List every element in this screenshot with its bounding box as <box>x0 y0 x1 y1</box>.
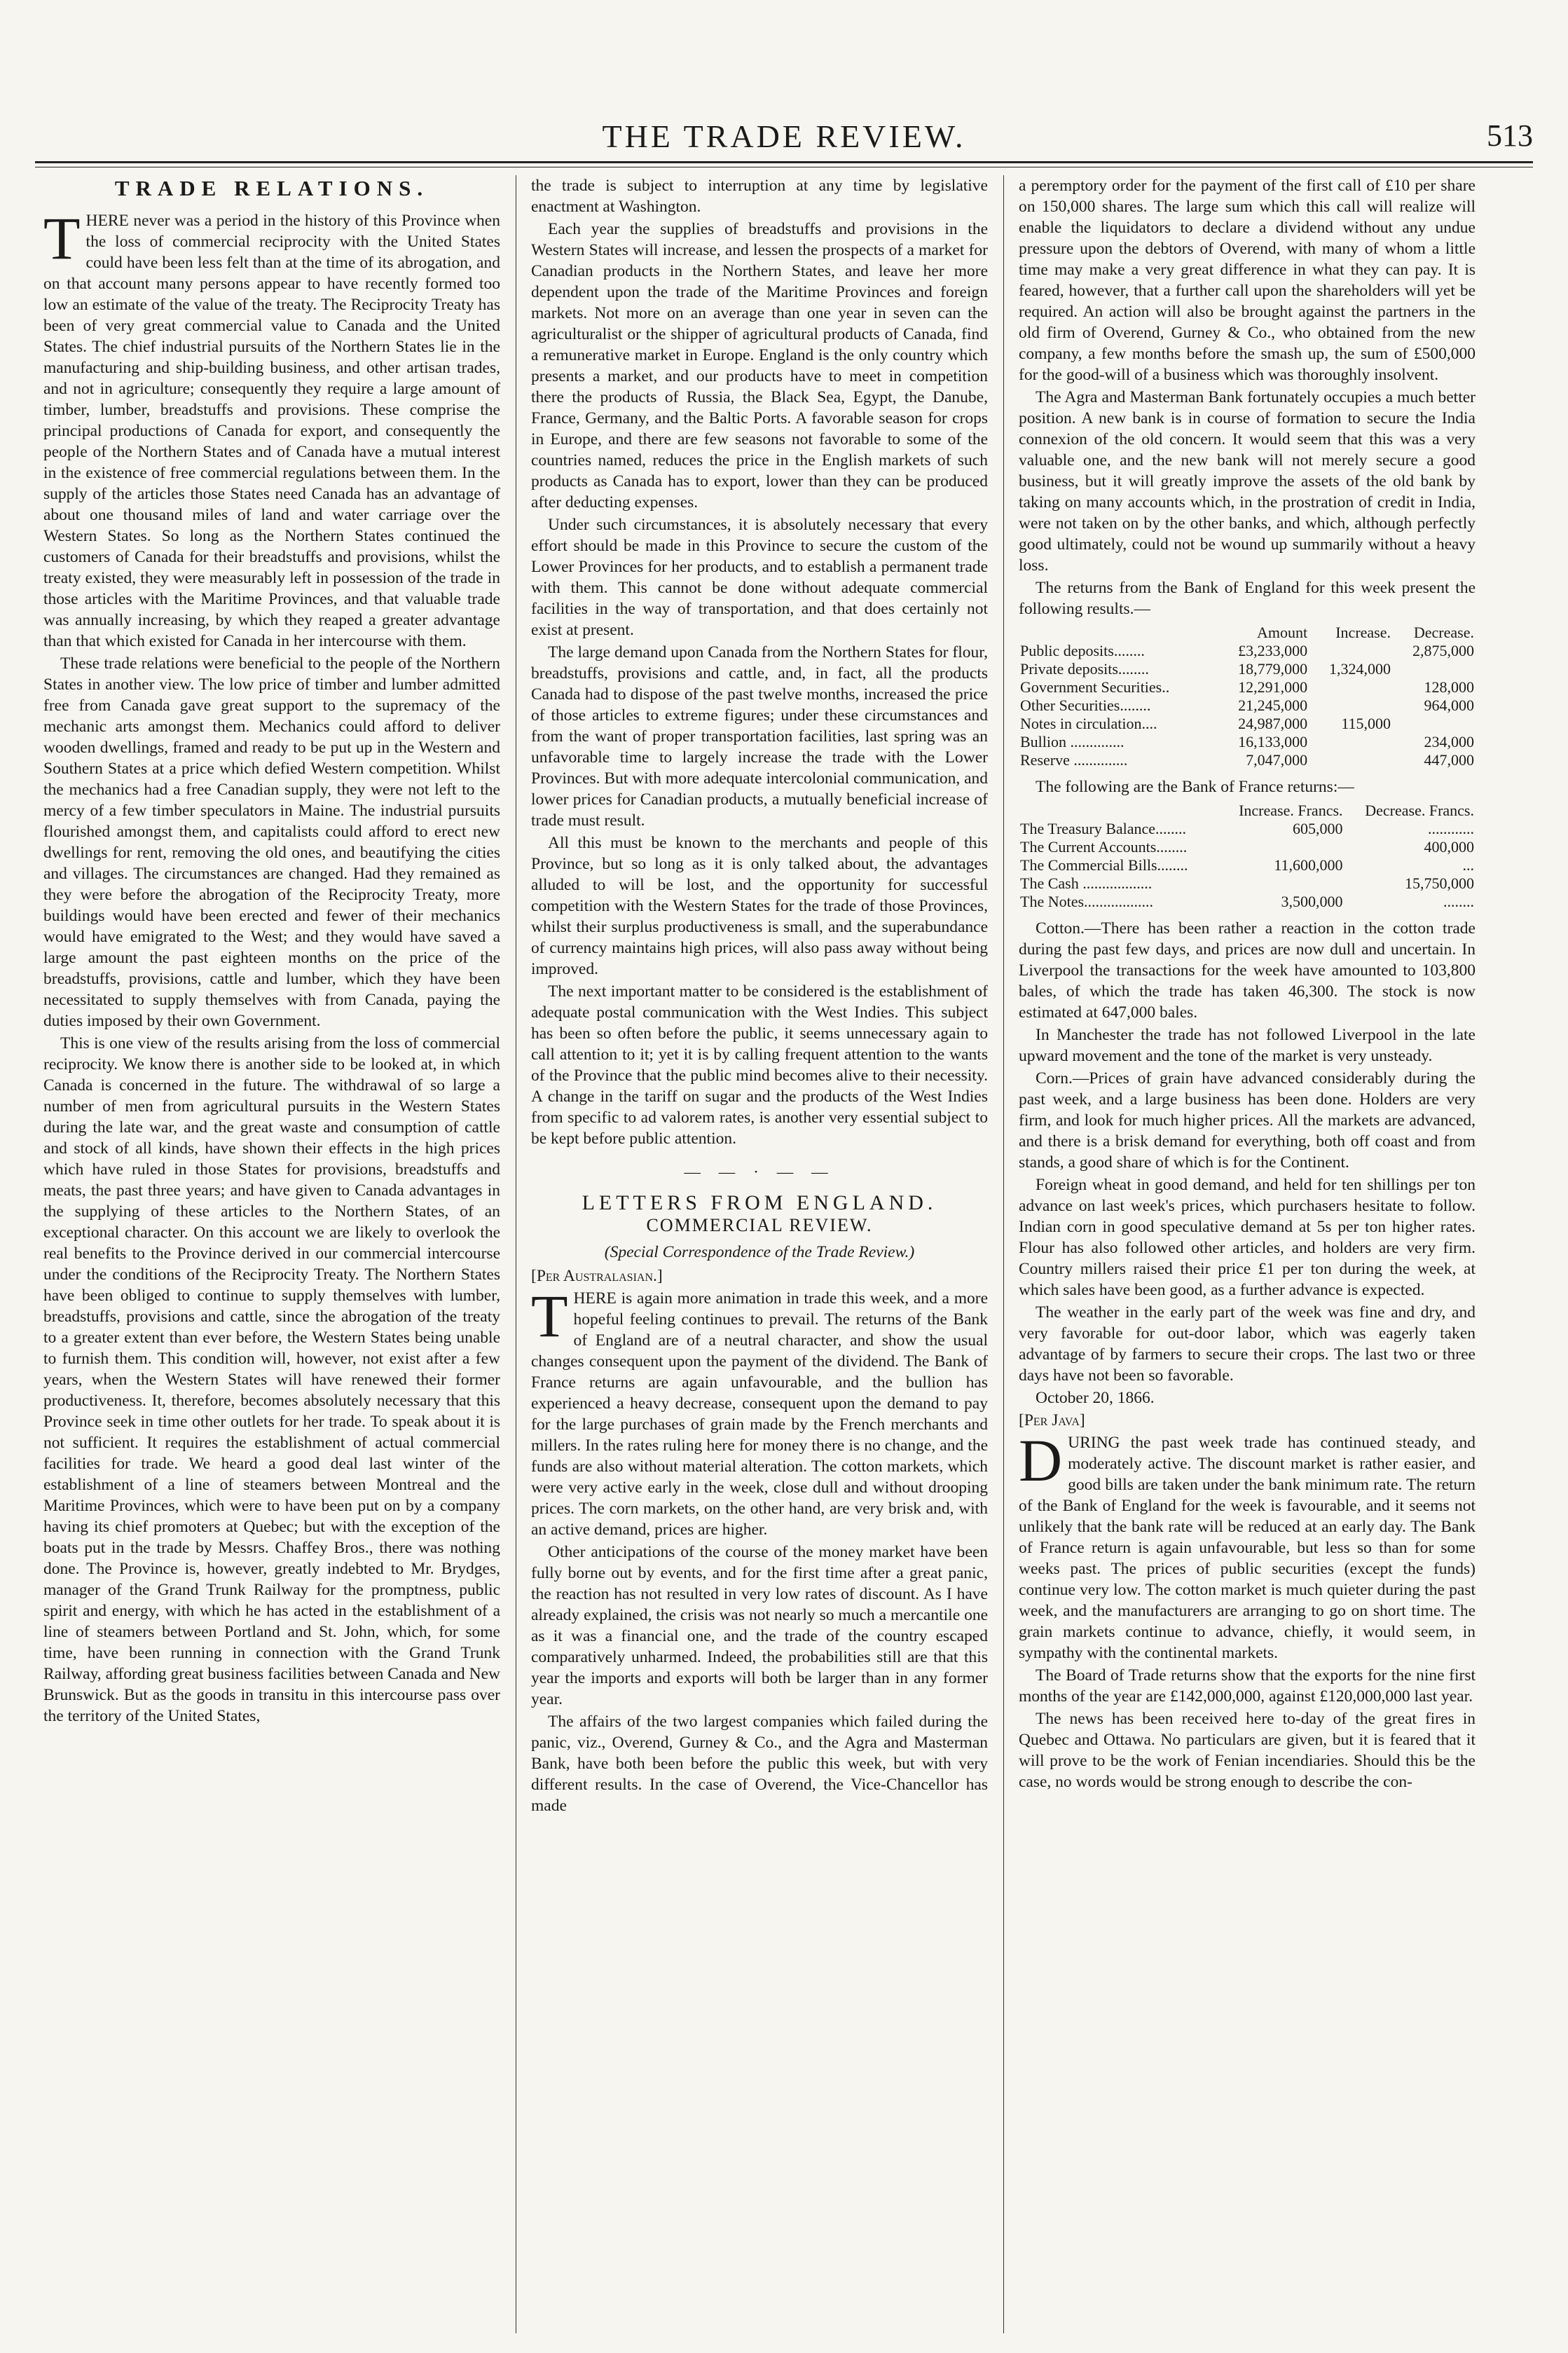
table-header-cell: Decrease. <box>1413 624 1474 641</box>
article-paragraph: The Board of Trade returns show that the exports for the nine first months of the year are £142,000,000, against £120,000,000 last year. <box>1019 1666 1476 1706</box>
article-paragraph: a peremptory order for the payment of the first call of £10 per share on 150,000 shares. The large sum which this call will realize will enable the liquidators to declare a dividend without any undue pressure upon the debtors of Overend, with many of whom a little time may make a very great difference in what they can pay. It is feared, however, that a further call upon the shareholders will yet be required. An action will also be brought against the partners in the old firm of Overend, Gurney & Co., who obtained from the new company, a few months before the smash up, the sum of £500,000 for the good-will of a business which was thoroughly insolvent. <box>1019 177 1476 384</box>
table-header-cell: Decrease. Francs. <box>1365 802 1474 819</box>
article-paragraph: Each year the supplies of breadstuffs and provisions in the Western States will increase, and lessen the prospects of a market for Canadian products in the Northern States, and leave her more dependent upon the trade of the Maritime Provinces and foreign markets. Not more on an average than one year in seven can the agriculturalist or the shipper of agricultural products of Canada, find a remunerative market in Europe. England is the only country which presents a market, and our products have to meet in competition there the products of Russia, the Black Sea, Egypt, the Danube, France, Germany, and the Baltic Ports. A favorable season for crops in Europe, and there are few seasons not favorable to some of the countries named, reduces the price in the English markets of such products as Canada has to export, lower than they can be produced after deducting expenses. <box>531 220 988 512</box>
drop-cap: D <box>1019 1427 1063 1494</box>
masthead-title: THE TRADE REVIEW. <box>602 118 966 154</box>
page-number: 513 <box>1487 118 1533 153</box>
article-paragraph: These trade relations were beneficial to the people of the Northern States in another view. The low price of timber and lumber admitted free from Canada gave great support to the supremacy of the mechanic arts amongst them. Mechanics could afford to deliver wooden dwellings, framed and ready to be put up in the Western and Southern States at a price which defied Western competition. Whilst the mechanics had a free Canadian supply, they were not left to the mercy of a few timber speculators in Maine. The industrial pursuits flourished amongst them, and capitalists could afford to erect new dwellings for rent, removing the old ones, and beautifying the cities and villages. The circumstances are changed. Had they remained as they were before the abrogation of the Reciprocity Treaty, more buildings would have been erected and fewer of their mechanics would have emigrated to the West; and they would have saved a large amount the past eighteen months on the price of the breadstuffs, provisions, cattle and lumber, which they have been necessitated to supply themselves with from Canada, paying the duties imposed by their own Government. <box>43 654 500 1030</box>
article-paragraph: The next important matter to be considered is the establishment of adequate postal communication with the West Indies. This subject has been so often before the public, it seems unnecessary again to call attention to it; yet it is by calling frequent attention to the wants of the Province that the public mind becomes alive to their necessity. A change in the tariff on sugar and the products of the West Indies from specific to ad valorem rates, is another very essential subject to be kept before public attention. <box>531 982 988 1148</box>
table-row: Public deposits........ £3,233,000 2,875,000 <box>1020 642 1474 659</box>
article-paragraph: Corn.—Prices of grain have advanced considerably during the past week, and a large business has been done. Holders are very firm, and look for much higher prices. All the markets are advanced, and there is a brisk demand for everything, both off coast and from stands, a good share of which is for the Continent. <box>1019 1069 1476 1172</box>
masthead <box>35 112 1533 163</box>
article-paragraph: The large demand upon Canada from the Northern States for flour, breadstuffs, provisions and cattle, and, in fact, all the products Canada had to dispose of the past twelve months, increased the price of those articles to extreme figures; under these circumstances and from the want of proper transportation facilities, last spring was an unfavorable time to largely increase the trade with the Lower Provinces. But with more adequate intercolonial communication, and lower prices for Canadian products, a mutually beneficial increase of trade must result. <box>531 643 988 830</box>
column-3 <box>1019 175 1476 2333</box>
column-1 <box>43 175 500 2333</box>
section-separator: — — · — — <box>684 1163 835 1181</box>
article-paragraph: The weather in the early part of the week was fine and dry, and very favorable for out-door labor, which was eagerly taken advantage of by farmers to secure their crops. The last two or three days have not been so favorable. <box>1019 1303 1476 1385</box>
per-line: [Per Australasian.] <box>531 1267 663 1285</box>
article-heading-trade-relations: TRADE RELATIONS. <box>114 176 429 200</box>
article-paragraph: Cotton.—There has been rather a reaction in the cotton trade during the past few days, and prices are now dull and uncertain. In Liverpool the transactions for the week have amounted to 103,800 bales, of which the trade has taken 46,300. The stock is now estimated at 647,000 bales. <box>1019 919 1476 1022</box>
correspondence-note: (Special Correspondence of the Trade Review.) <box>604 1243 915 1261</box>
column-2 <box>531 175 988 2333</box>
table-row: Reserve .............. 7,047,000 447,000 <box>1020 751 1474 769</box>
dateline: October 20, 1866. <box>1036 1389 1155 1407</box>
drop-cap: T <box>531 1282 568 1350</box>
table-header-cell: Increase. Francs. <box>1239 802 1343 819</box>
article-subheading: COMMERCIAL REVIEW. <box>646 1215 873 1235</box>
article-paragraph: THERE is again more animation in trade this week, and a more hopeful feeling continues to prevail. The returns of the Bank of England are of a neutral character, and show the usual changes consequent upon the payment of the dividend. The Bank of France returns are again unfavourable, and the bullion has experienced a heavy decrease, consequent upon the demand to pay for the large purchases of grain made by the French merchants and millers. In the rates ruling here for money there is no change, and the funds are also without material alteration. The cotton markets, which were very active early in the week, close dull and without drooping prices. The corn markets, on the other hand, are very brisk and, with an active demand, prices are higher. <box>531 1282 988 1539</box>
table-row: The Commercial Bills........ 11,600,000 ... <box>1020 856 1474 874</box>
article-paragraph: In Manchester the trade has not followed Liverpool in the late upward movement and the tone of the market is very unsteady. <box>1019 1026 1476 1065</box>
table-row: The Cash .................. 15,750,000 <box>1020 874 1474 892</box>
article-paragraph: All this must be known to the merchants and people of this Province, but so long as it is only talked about, the advantages alluded to will be lost, and the opportunity for successful competition with the Western States for the trade of those Provinces, whilst their surplus productiveness is small, and the superabundance of currency maintains high prices, will also pass away without being improved. <box>531 834 988 978</box>
article-paragraph: THERE never was a period in the history of this Province when the loss of commercial reciprocity with the United States could have been less felt than at the time of its abrogation, and on that account many persons appear to have recently formed too low an estimate of the value of the treaty. The Reciprocity Treaty has been of very great commercial value to Canada and the United States. The chief industrial pursuits of the Northern States lie in the manufacturing and ship-building business, and other artisan trades, and not in agriculture; consequently they require a large amount of timber, lumber, breadstuffs and provisions. These comprise the principal productions of Canada for export, and consequently the people of the Northern States and of Canada have a mutual interest in the existence of free commercial regulations between them. In the supply of the articles those States need Canada has an advantage of about one thousand miles of land and water carriage over the Western States. So long as the Northern States continued the customers of Canada for their breadstuffs and provisions, whilst the treaty existed, they were measurably left in possession of the trade in those articles with the Maritime Provinces, and that valuable trade was annually increasing, by which they reaped a greater advantage than that which existed for Canada in her intercourse with them. <box>43 205 500 650</box>
bank-of-france-table <box>1019 802 1476 911</box>
per-line: [Per Java] <box>1019 1411 1085 1429</box>
bank-of-england-table <box>1019 624 1476 769</box>
drop-cap: T <box>43 205 81 272</box>
table-row: The Treasury Balance........ 605,000 ............ <box>1020 820 1474 837</box>
table-row: The Current Accounts........ 400,000 <box>1020 838 1474 856</box>
table-row: Notes in circulation.... 24,987,000 115,000 <box>1020 715 1391 732</box>
article-paragraph: The Agra and Masterman Bank fortunately occupies a much better position. A new bank is in course of formation to secure the India connexion of the old concern. It would seem that this was a very valuable one, and the new bank will not merely secure a good business, but it will greatly improve the assets of the old bank by taking on many accounts which, in the prostration of credit in India, were not taken on by the other banks, and which, although perfectly good ultimately, could not be wound up summarily without a heavy loss. <box>1019 388 1476 575</box>
article-paragraph: The following are the Bank of France returns:— <box>1036 778 1354 796</box>
article-paragraph: The returns from the Bank of England for this week present the following results.— <box>1019 579 1476 618</box>
table-header-cell <box>1019 624 1216 642</box>
table-row: Other Securities........ 21,245,000 964,000 <box>1020 697 1474 714</box>
article-paragraph: Under such circumstances, it is absolutely necessary that every effort should be made in this Province to secure the custom of the Lower Provinces for her products, and to establish a permanent trade with them. This cannot be done without adequate commercial facilities in the way of transportation, and that does certainly not exist at present. <box>531 516 988 639</box>
article-paragraph: This is one view of the results arising from the loss of commercial reciprocity. We know there is another side to be looked at, in which Canada is concerned in the future. The withdrawal of so large a number of men from agricultural pursuits in the Western States during the late war, and the great waste and consumption of cattle and stock of all kinds, have shown their effects in the high prices which have ruled in those States for provisions, breadstuffs and meats, the past three years; and have given to Canada advantages in the supplying of these articles to the Northern States, of an exceptional character. On this account we are likely to overlook the real benefits to the Province derived in our commercial intercourse under the conditions of the Reciprocity Treaty. The Northern States have been obliged to continue to supply themselves with lumber, breadstuffs, provisions and cattle, since the abrogation of the treaty to a greater extent than ever before, the Western States being unable to furnish them. This condition will, however, not exist after a few years, when the Western States will have renewed their former productiveness. It, therefore, becomes absolutely necessary that this Province seek in time other outlets for her trade. To speak about it is not sufficient. It requires the establishment of actual commercial facilities for trade. We heard a good deal last winter of the establishment of a line of steamers between Montreal and the Maritime Provinces, which were to have been put on by a company having its chief promoters at Quebec; but with the exception of the boats put in the trade by Messrs. Chaffey Bros., there was nothing done. The Province is, however, greatly indebted to Mr. Brydges, manager of the Grand Trunk Railway for the promptness, public spirit and energy, with which he has acted in the establishment of a line of steamers between Portland and St. John, which, for some time, have been running in connection with the Grand Trunk Railway, affording great business facilities between Canada and New Brunswick. But as the goods in transitu in this intercourse pass over the territory of the United States, <box>43 1034 500 1725</box>
table-row: Government Securities.. 12,291,000 128,000 <box>1020 678 1474 696</box>
column-divider <box>1003 175 1004 2333</box>
table-row: The Notes.................. 3,500,000 ........ <box>1020 893 1474 910</box>
table-header-cell: Increase. <box>1335 624 1391 641</box>
table-row: Bullion .............. 16,133,000 234,000 <box>1020 733 1474 750</box>
article-paragraph: The news has been received here to-day of the great fires in Quebec and Ottawa. No particulars are given, but it is feared that it will prove to be the work of Fenian incendiaries. Should this be the case, no words would be strong enough to describe the con- <box>1019 1710 1476 1791</box>
table-header-row <box>1019 802 1476 820</box>
table-header-cell <box>1019 802 1219 820</box>
article-paragraph: The affairs of the two largest companies which failed during the panic, viz., Overend, Gurney & Co., and the Agra and Masterman Bank, have both been before the public this week, but with very different results. In the case of Overend, the Vice-Chancellor has made <box>531 1713 988 1815</box>
table-header-cell: Amount <box>1256 624 1308 641</box>
article-heading-letters: LETTERS FROM ENGLAND. <box>582 1191 937 1214</box>
article-paragraph: the trade is subject to interruption at any time by legislative enactment at Washington. <box>531 177 988 216</box>
table-header-row <box>1019 624 1476 642</box>
table-row: Private deposits........ 18,779,000 1,324,000 <box>1020 660 1391 678</box>
article-paragraph: Other anticipations of the course of the money market have been fully borne out by events, and for the first time after a great panic, the reaction has not resulted in very low rates of discount. As I have already explained, the crisis was not nearly so much a mercantile one as it was a financial one, and the trade of the country escaped comparatively unharmed. Indeed, the probabilities still are that this year the imports and exports will both be larger than in any former year. <box>531 1543 988 1708</box>
article-paragraph: DURING the past week trade has continued steady, and moderately active. The discount market is rather easier, and good bills are taken under the bank minimum rate. The return of the Bank of England for the week is favourable, and it seems not unlikely that the bank rate will be reduced at an early day. The Bank of France return is again unfavourable, but less so than for some weeks past. The prices of public securities (except the funds) continue very low. The cotton market is much quieter during the past week, and the manufacturers are arranging to go on short time. The grain markets continue to advance, chiefly, it would seem, in sympathy with the continental markets. <box>1019 1427 1476 1662</box>
article-paragraph: Foreign wheat in good demand, and held for ten shillings per ton advance on last week's prices, which purchasers hesitate to follow. Indian corn in good speculative demand at 5s per ton higher rates. Flour has also followed other articles, and holders are very firm. Country millers raised their price £1 per ton during the week, at which sales have been good, as a further advance is expected. <box>1019 1176 1476 1299</box>
